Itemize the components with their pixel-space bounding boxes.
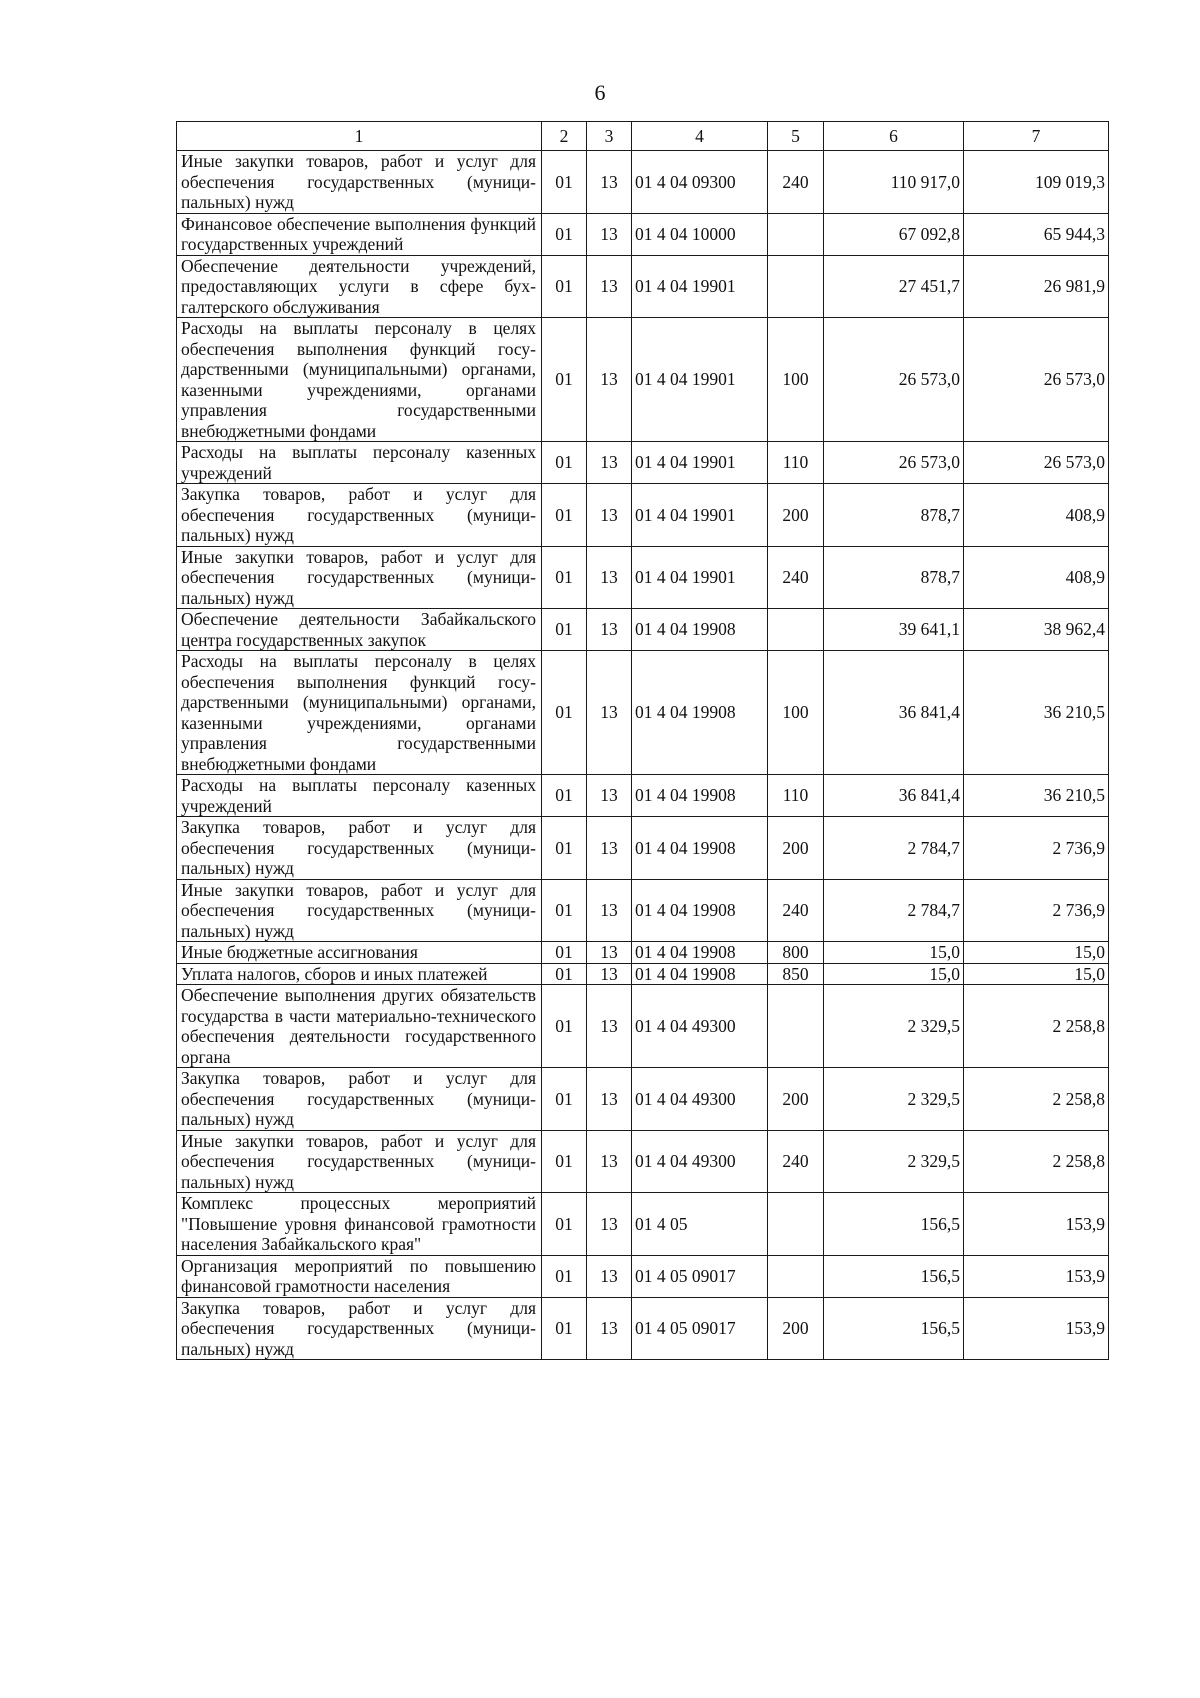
expense-type-cell: 240 xyxy=(768,151,824,214)
target-article-cell: 01 4 05 09017 xyxy=(632,1255,768,1297)
page-number: 6 xyxy=(594,80,606,105)
budget-table xyxy=(176,121,1109,1360)
row-name-cell: Иные закупки товаров, работ и услуг для обеспечения государственных (муниципальных) нужд xyxy=(177,1130,542,1193)
amount-col7-cell: 15,0 xyxy=(964,963,1109,985)
section-code-cell: 01 xyxy=(542,1193,587,1256)
section-code-cell: 01 xyxy=(542,1130,587,1193)
amount-col6-cell: 39 641,1 xyxy=(824,609,964,651)
amount-col6-cell: 2 329,5 xyxy=(824,985,964,1068)
expense-type-cell: 240 xyxy=(768,546,824,609)
amount-col7-cell: 15,0 xyxy=(964,942,1109,964)
row-name-cell: Обеспечение деятельности Забайкальского центра государственных закупок xyxy=(177,609,542,651)
amount-col7-cell: 65 944,3 xyxy=(964,213,1109,255)
amount-col7-cell: 26 981,9 xyxy=(964,255,1109,318)
table-row xyxy=(177,1193,1109,1256)
subsection-code-cell: 13 xyxy=(587,775,632,817)
row-name-cell: Расходы на выплаты персоналу в целях обеспечения выполнения функций государственными (муниципальными) органами, казенными учреждениями, органами управления государственными внебюджетными фондами xyxy=(177,318,542,442)
subsection-code-cell: 13 xyxy=(587,879,632,942)
row-name-cell: Иные бюджетные ассигнования xyxy=(177,942,542,964)
target-article-cell: 01 4 04 19908 xyxy=(632,963,768,985)
table-body xyxy=(177,151,1109,1360)
table-row xyxy=(177,442,1109,484)
subsection-code-cell: 13 xyxy=(587,1130,632,1193)
target-article-cell: 01 4 04 19901 xyxy=(632,442,768,484)
table-row xyxy=(177,879,1109,942)
expense-type-cell xyxy=(768,1255,824,1297)
target-article-cell: 01 4 04 19908 xyxy=(632,817,768,880)
expense-type-cell: 850 xyxy=(768,963,824,985)
header-col-2: 2 xyxy=(542,122,587,151)
amount-col6-cell: 878,7 xyxy=(824,484,964,547)
amount-col6-cell: 110 917,0 xyxy=(824,151,964,214)
amount-col7-cell: 153,9 xyxy=(964,1193,1109,1256)
expense-type-cell: 200 xyxy=(768,817,824,880)
target-article-cell: 01 4 04 19901 xyxy=(632,255,768,318)
amount-col6-cell: 36 841,4 xyxy=(824,775,964,817)
subsection-code-cell: 13 xyxy=(587,151,632,214)
table-row xyxy=(177,1130,1109,1193)
table-row xyxy=(177,1255,1109,1297)
subsection-code-cell: 13 xyxy=(587,442,632,484)
section-code-cell: 01 xyxy=(542,963,587,985)
amount-col6-cell: 156,5 xyxy=(824,1297,964,1360)
amount-col6-cell: 2 784,7 xyxy=(824,879,964,942)
target-article-cell: 01 4 04 09300 xyxy=(632,151,768,214)
table-row xyxy=(177,484,1109,547)
expense-type-cell: 200 xyxy=(768,484,824,547)
target-article-cell: 01 4 04 49300 xyxy=(632,1130,768,1193)
header-col-4: 4 xyxy=(632,122,768,151)
target-article-cell: 01 4 04 19908 xyxy=(632,609,768,651)
target-article-cell: 01 4 04 19908 xyxy=(632,942,768,964)
section-code-cell: 01 xyxy=(542,775,587,817)
target-article-cell: 01 4 04 49300 xyxy=(632,985,768,1068)
section-code-cell: 01 xyxy=(542,318,587,442)
expense-type-cell: 100 xyxy=(768,318,824,442)
section-code-cell: 01 xyxy=(542,484,587,547)
subsection-code-cell: 13 xyxy=(587,318,632,442)
amount-col6-cell: 67 092,8 xyxy=(824,213,964,255)
section-code-cell: 01 xyxy=(542,255,587,318)
subsection-code-cell: 13 xyxy=(587,985,632,1068)
row-name-cell: Обеспечение деятельности учреждений, предоставляющих услуги в сфере бухгалтерского обслуживания xyxy=(177,255,542,318)
amount-col7-cell: 36 210,5 xyxy=(964,775,1109,817)
target-article-cell: 01 4 04 19908 xyxy=(632,775,768,817)
expense-type-cell: 240 xyxy=(768,1130,824,1193)
row-name-cell: Уплата налогов, сборов и иных платежей xyxy=(177,963,542,985)
table-row xyxy=(177,651,1109,775)
table-row xyxy=(177,255,1109,318)
target-article-cell: 01 4 05 xyxy=(632,1193,768,1256)
table-row xyxy=(177,817,1109,880)
subsection-code-cell: 13 xyxy=(587,546,632,609)
row-name-cell: Иные закупки товаров, работ и услуг для обеспечения государственных (муниципальных) нужд xyxy=(177,879,542,942)
expense-type-cell: 200 xyxy=(768,1297,824,1360)
amount-col6-cell: 26 573,0 xyxy=(824,442,964,484)
row-name-cell: Закупка товаров, работ и услуг для обеспечения государственных (муниципальных) нужд xyxy=(177,1297,542,1360)
subsection-code-cell: 13 xyxy=(587,1193,632,1256)
row-name-cell: Расходы на выплаты персоналу казенных учреждений xyxy=(177,775,542,817)
expense-type-cell xyxy=(768,609,824,651)
amount-col6-cell: 15,0 xyxy=(824,963,964,985)
section-code-cell: 01 xyxy=(542,546,587,609)
subsection-code-cell: 13 xyxy=(587,963,632,985)
amount-col7-cell: 408,9 xyxy=(964,546,1109,609)
row-name-cell: Расходы на выплаты персоналу казенных учреждений xyxy=(177,442,542,484)
amount-col7-cell: 36 210,5 xyxy=(964,651,1109,775)
expense-type-cell: 110 xyxy=(768,442,824,484)
section-code-cell: 01 xyxy=(542,879,587,942)
amount-col7-cell: 153,9 xyxy=(964,1297,1109,1360)
table-row xyxy=(177,151,1109,214)
row-name-cell: Иные закупки товаров, работ и услуг для обеспечения государственных (муниципальных) нужд xyxy=(177,546,542,609)
amount-col7-cell: 26 573,0 xyxy=(964,442,1109,484)
subsection-code-cell: 13 xyxy=(587,651,632,775)
table-row xyxy=(177,318,1109,442)
amount-col6-cell: 2 329,5 xyxy=(824,1130,964,1193)
table-row xyxy=(177,546,1109,609)
subsection-code-cell: 13 xyxy=(587,817,632,880)
row-name-cell: Закупка товаров, работ и услуг для обеспечения государственных (муниципальных) нужд xyxy=(177,484,542,547)
row-name-cell: Иные закупки товаров, работ и услуг для обеспечения государственных (муниципальных) нужд xyxy=(177,151,542,214)
amount-col7-cell: 408,9 xyxy=(964,484,1109,547)
table-row xyxy=(177,985,1109,1068)
section-code-cell: 01 xyxy=(542,1068,587,1131)
amount-col7-cell: 2 258,8 xyxy=(964,985,1109,1068)
expense-type-cell: 200 xyxy=(768,1068,824,1131)
subsection-code-cell: 13 xyxy=(587,1068,632,1131)
target-article-cell: 01 4 04 19901 xyxy=(632,546,768,609)
amount-col6-cell: 27 451,7 xyxy=(824,255,964,318)
target-article-cell: 01 4 04 10000 xyxy=(632,213,768,255)
amount-col7-cell: 38 962,4 xyxy=(964,609,1109,651)
row-name-cell: Расходы на выплаты персоналу в целях обеспечения выполнения функций государственными (муниципальными) органами, казенными учреждениями, органами управления государственными внебюджетными фондами xyxy=(177,651,542,775)
row-name-cell: Финансовое обеспечение выполнения функций государственных учреждений xyxy=(177,213,542,255)
section-code-cell: 01 xyxy=(542,985,587,1068)
section-code-cell: 01 xyxy=(542,651,587,775)
target-article-cell: 01 4 05 09017 xyxy=(632,1297,768,1360)
table-row xyxy=(177,1068,1109,1131)
table-row xyxy=(177,609,1109,651)
target-article-cell: 01 4 04 19908 xyxy=(632,879,768,942)
expense-type-cell xyxy=(768,1193,824,1256)
section-code-cell: 01 xyxy=(542,817,587,880)
row-name-cell: Комплекс процессных мероприятий "Повышение уровня финансовой грамотности населения Забайкальского края" xyxy=(177,1193,542,1256)
subsection-code-cell: 13 xyxy=(587,484,632,547)
table-row xyxy=(177,963,1109,985)
row-name-cell: Закупка товаров, работ и услуг для обеспечения государственных (муниципальных) нужд xyxy=(177,817,542,880)
amount-col6-cell: 36 841,4 xyxy=(824,651,964,775)
expense-type-cell: 800 xyxy=(768,942,824,964)
subsection-code-cell: 13 xyxy=(587,942,632,964)
target-article-cell: 01 4 04 19901 xyxy=(632,318,768,442)
amount-col6-cell: 156,5 xyxy=(824,1255,964,1297)
row-name-cell: Закупка товаров, работ и услуг для обеспечения государственных (муниципальных) нужд xyxy=(177,1068,542,1131)
amount-col7-cell: 2 258,8 xyxy=(964,1068,1109,1131)
row-name-cell: Организация мероприятий по повышению финансовой грамотности населения xyxy=(177,1255,542,1297)
header-col-6: 6 xyxy=(824,122,964,151)
section-code-cell: 01 xyxy=(542,442,587,484)
table-row xyxy=(177,1297,1109,1360)
amount-col7-cell: 2 736,9 xyxy=(964,817,1109,880)
amount-col7-cell: 26 573,0 xyxy=(964,318,1109,442)
row-name-cell: Обеспечение выполнения других обязательств государства в части материально-технического обеспечения деятельности государственного органа xyxy=(177,985,542,1068)
amount-col6-cell: 878,7 xyxy=(824,546,964,609)
section-code-cell: 01 xyxy=(542,151,587,214)
expense-type-cell xyxy=(768,985,824,1068)
amount-col6-cell: 156,5 xyxy=(824,1193,964,1256)
header-col-5: 5 xyxy=(768,122,824,151)
table-row xyxy=(177,213,1109,255)
amount-col7-cell: 153,9 xyxy=(964,1255,1109,1297)
expense-type-cell: 100 xyxy=(768,651,824,775)
section-code-cell: 01 xyxy=(542,213,587,255)
header-col-7: 7 xyxy=(964,122,1109,151)
amount-col6-cell: 2 784,7 xyxy=(824,817,964,880)
section-code-cell: 01 xyxy=(542,1297,587,1360)
subsection-code-cell: 13 xyxy=(587,255,632,318)
subsection-code-cell: 13 xyxy=(587,213,632,255)
header-col-1: 1 xyxy=(177,122,542,151)
amount-col7-cell: 2 258,8 xyxy=(964,1130,1109,1193)
section-code-cell: 01 xyxy=(542,1255,587,1297)
table-row xyxy=(177,942,1109,964)
target-article-cell: 01 4 04 49300 xyxy=(632,1068,768,1131)
table-header-row xyxy=(177,122,1109,151)
expense-type-cell xyxy=(768,213,824,255)
amount-col6-cell: 15,0 xyxy=(824,942,964,964)
amount-col6-cell: 2 329,5 xyxy=(824,1068,964,1131)
target-article-cell: 01 4 04 19908 xyxy=(632,651,768,775)
expense-type-cell xyxy=(768,255,824,318)
amount-col6-cell: 26 573,0 xyxy=(824,318,964,442)
subsection-code-cell: 13 xyxy=(587,1297,632,1360)
subsection-code-cell: 13 xyxy=(587,609,632,651)
subsection-code-cell: 13 xyxy=(587,1255,632,1297)
amount-col7-cell: 109 019,3 xyxy=(964,151,1109,214)
expense-type-cell: 240 xyxy=(768,879,824,942)
section-code-cell: 01 xyxy=(542,609,587,651)
expense-type-cell: 110 xyxy=(768,775,824,817)
amount-col7-cell: 2 736,9 xyxy=(964,879,1109,942)
target-article-cell: 01 4 04 19901 xyxy=(632,484,768,547)
header-col-3: 3 xyxy=(587,122,632,151)
section-code-cell: 01 xyxy=(542,942,587,964)
table-row xyxy=(177,775,1109,817)
